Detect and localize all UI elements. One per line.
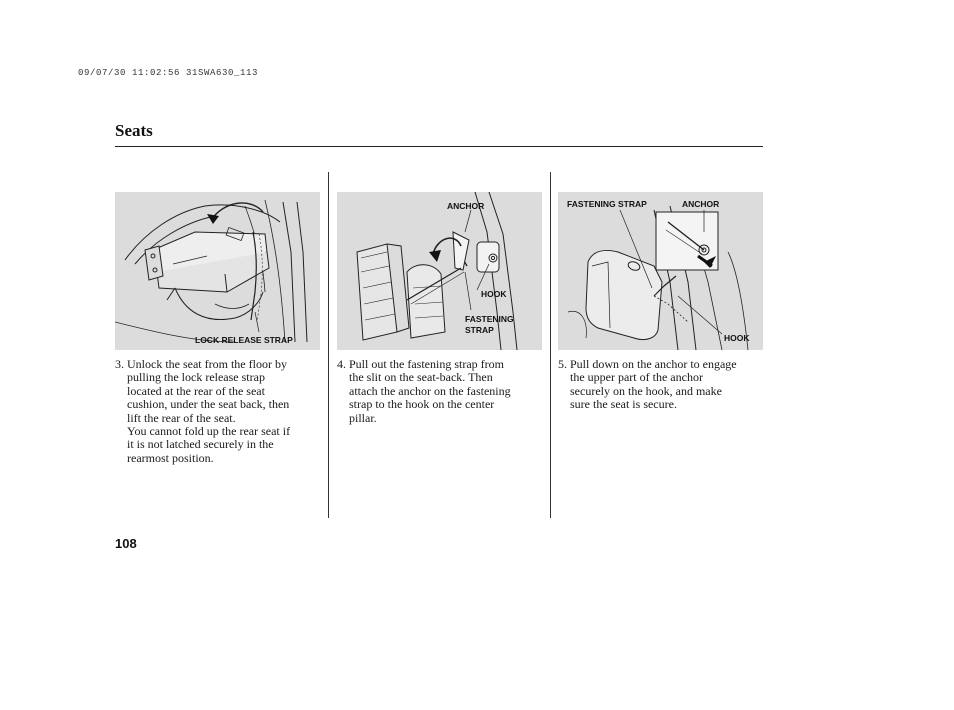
step-line: strap to the hook on the center [349,397,495,412]
figure-anchor-engage [558,192,763,350]
label-fastening-strap-1: FASTENING [465,314,514,324]
title-rule [115,146,763,147]
column-divider-2 [550,172,551,518]
figure-lock-release [115,192,320,350]
anchor-engage-illustration [558,192,763,350]
step-line: the slit on the seat-back. Then [349,370,493,385]
page-title: Seats [115,121,153,140]
step-line: it is not latched securely in the [127,437,274,452]
step-line: pillar. [349,410,377,425]
step-line: pulling the lock release strap [127,370,265,385]
print-stamp: 09/07/30 11:02:56 31SWA630_113 [78,68,259,78]
step-4-text [337,358,511,425]
figure-fastening-strap [337,192,542,350]
step-line: You cannot fold up the rear seat if [127,424,291,439]
label-hook: HOOK [481,289,507,299]
label-hook: HOOK [724,333,750,343]
step-line: 4. Pull out the fastening strap from [337,357,504,371]
step-line: 3. Unlock the seat from the floor by [115,357,287,371]
label-anchor: ANCHOR [447,201,485,211]
page-number: 108 [115,536,137,551]
step-line: securely on the hook, and make [570,383,722,398]
step-line: the upper part of the anchor [570,370,703,385]
column-divider-1 [328,172,329,518]
label-fastening-strap: FASTENING STRAP [567,199,647,209]
step-line: lift the rear of the seat. [127,410,236,425]
step-5-text [558,358,737,412]
step-3-text [115,358,290,465]
step-line: located at the rear of the seat [127,383,265,398]
step-line: rearmost position. [127,450,214,465]
step-line: attach the anchor on the fastening [349,383,511,398]
fastening-strap-illustration [337,192,542,350]
step-line: cushion, under the seat back, then [127,397,290,412]
label-anchor: ANCHOR [682,199,720,209]
seat-lock-release-illustration [115,192,320,350]
label-lock-release-strap: LOCK RELEASE STRAP [195,335,293,345]
label-fastening-strap-2: STRAP [465,325,494,335]
step-line: 5. Pull down on the anchor to engage [558,357,737,371]
step-line: sure the seat is secure. [570,397,677,412]
